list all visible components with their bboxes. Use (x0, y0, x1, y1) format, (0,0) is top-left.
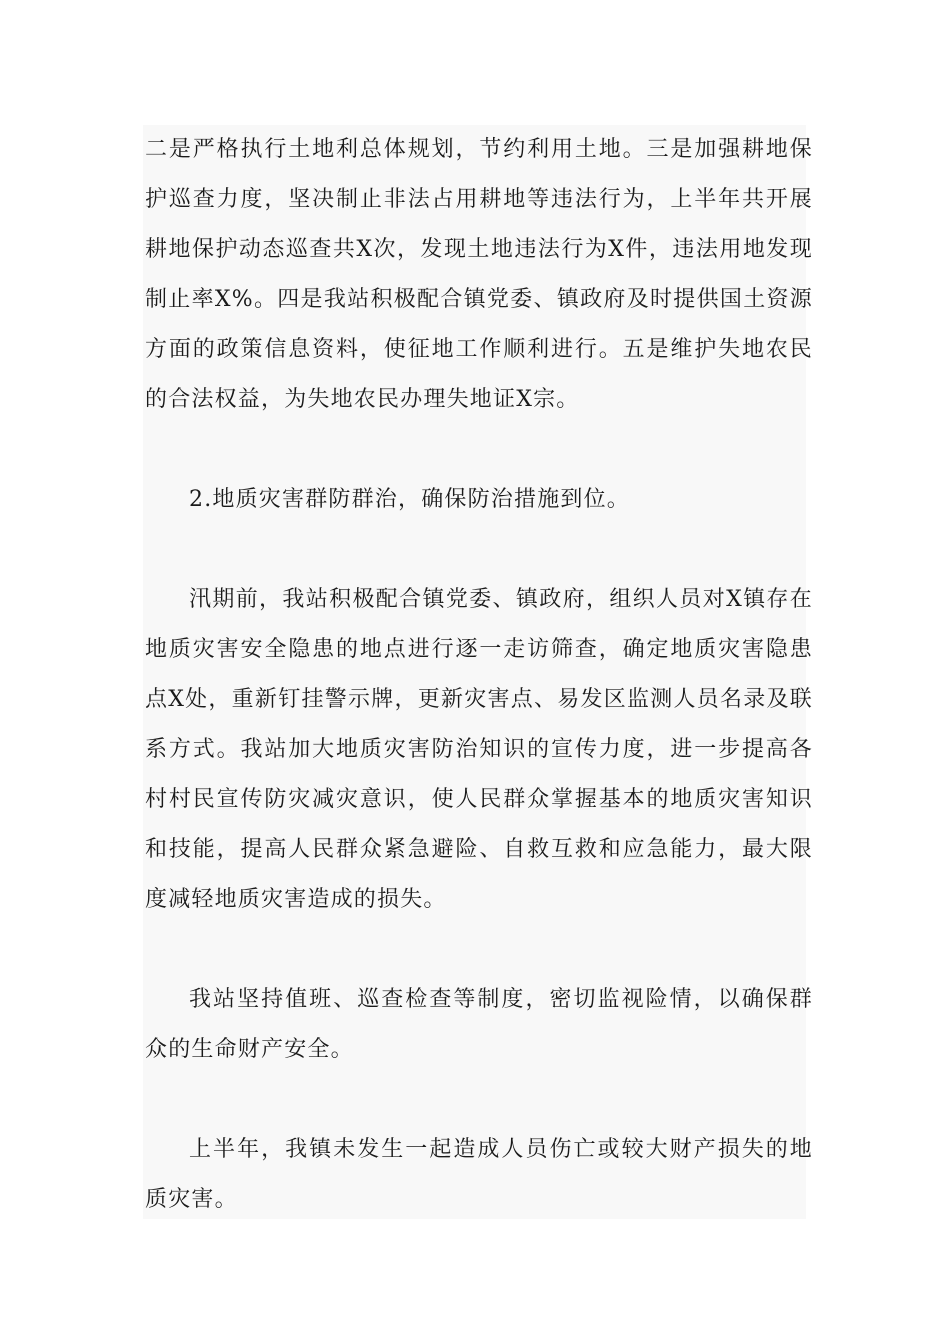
paragraph-gap (145, 425, 813, 475)
paragraph-gap (145, 525, 813, 575)
paragraph-duty-system: 我站坚持值班、巡查检查等制度，密切监视险情，以确保群众的生命财产安全。 (145, 987, 813, 1062)
paragraph-land-management: 二是严格执行土地利总体规划，节约利用土地。三是加强耕地保护巡查力度，坚决制止非法占用耕地等违法行为，上半年共开展耕地保护动态巡查共X次，发现土地违法行为X件，违法用地发现制止率X%。四是我站积极配合镇党委、镇政府及时提供国土资源方面的政策信息资料，使征地工作顺利进行。五是维护失地农民的合法权益，为失地农民办理失地证X宗。 (145, 137, 813, 412)
paragraph-gap (145, 1075, 813, 1125)
paragraph-half-year-summary: 上半年，我镇未发生一起造成人员伤亡或较大财产损失的地质灾害。 (145, 1137, 813, 1212)
paragraph-flood-season: 汛期前，我站积极配合镇党委、镇政府，组织人员对X镇存在地质灾害安全隐患的地点进行逐一走访筛查，确定地质灾害隐患点X处，重新钉挂警示牌，更新灾害点、易发区监测人员名录及联系方式。我站加大地质灾害防治知识的宣传力度，进一步提高各村村民宣传防灾减灾意识，使人民群众掌握基本的地质灾害知识和技能，提高人民群众紧急避险、自救互救和应急能力，最大限度减轻地质灾害造成的损失。 (145, 587, 813, 912)
document-body (145, 125, 813, 1225)
paragraph-gap (145, 925, 813, 975)
section-heading-geological-hazards: 2.地质灾害群防群治，确保防治措施到位。 (189, 487, 630, 512)
